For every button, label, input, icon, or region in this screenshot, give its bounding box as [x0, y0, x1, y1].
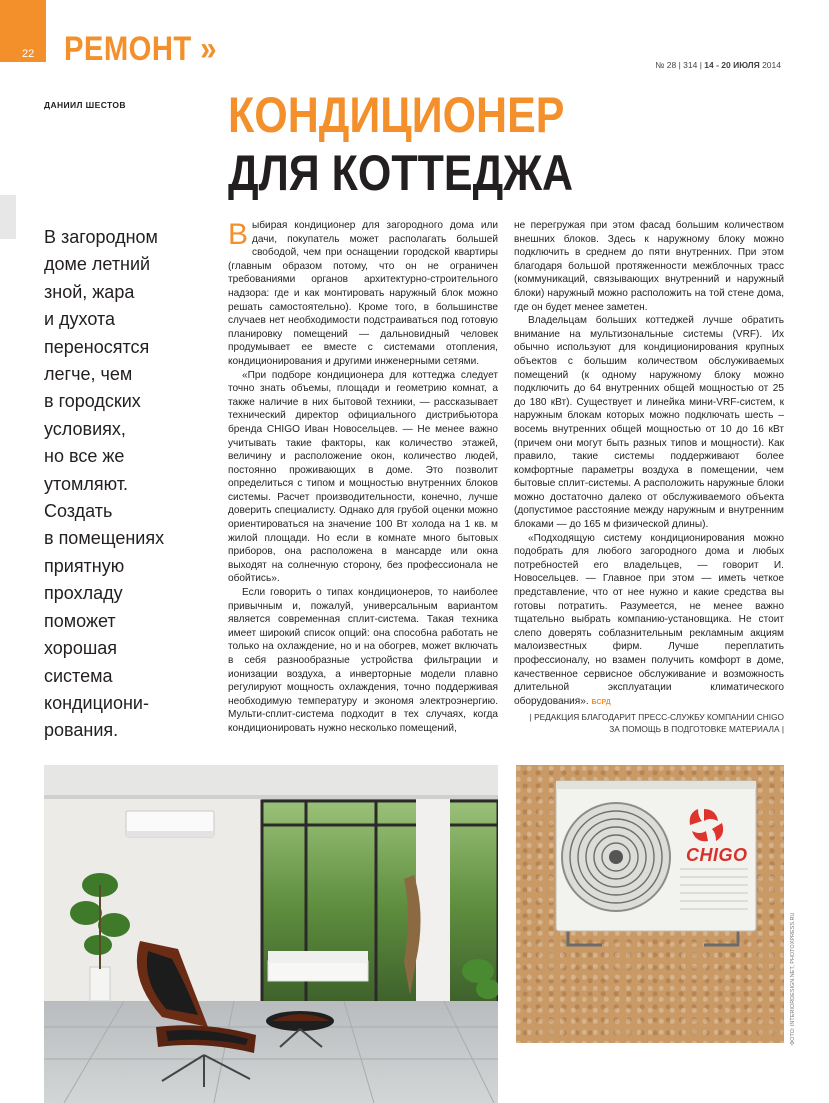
page-number: 22	[22, 48, 35, 60]
credit-note: | РЕДАКЦИЯ БЛАГОДАРИТ ПРЕСС-СЛУЖБУ КОМПАНИИ CHIGO ЗА ПОМОЩЬ В ПОДГОТОВКЕ МАТЕРИАЛА |	[529, 712, 784, 735]
photo-credit: ФОТО: INTERIORDESIGN.NET, PHOTOXPRESS.RU	[790, 912, 796, 1045]
body-column-1	[228, 219, 498, 736]
lead-line: легче, чем	[44, 364, 133, 385]
lead-line: условиях,	[44, 418, 126, 439]
issue-info: № 28 | 314 | 14 - 20 ИЮЛЯ 2014	[655, 60, 781, 70]
lead-line: В загородном	[44, 227, 158, 247]
lead-line: кондициони-	[44, 692, 149, 713]
lead-line: но все же	[44, 446, 125, 467]
lead-line: хорошая	[44, 638, 118, 659]
body-column-2	[514, 219, 784, 735]
lead-line: поможет	[44, 610, 116, 631]
end-mark: БСРД	[591, 698, 611, 706]
body-paragraph: Выбирая кондиционер для загородного дома или дачи, покупатель может располагать большей свободой, чем при оснащении городской квартиры (главным образом потому, что он не ограничен требованиями органов архитектурно-строительного надзора: где и как монтировать наружный блок можно решать самостоятельно). Кроме того, в большинстве случаев нет необходимости подстраиваться под готовую планировку помещений — дальновидный человек продумывает ее вместе с системами отопления, кондиционирования и другими инженерными сетями.	[228, 218, 498, 367]
lead-line: Создать	[44, 501, 113, 522]
outdoor-unit-photo	[516, 765, 784, 1043]
living-room-photo	[44, 765, 498, 1103]
lead-line: приятную	[44, 555, 125, 576]
lead-line: и духота	[44, 309, 116, 330]
lead-line: в городских	[44, 391, 141, 412]
lead-line: зной, жара	[44, 281, 135, 302]
lead-line: система	[44, 665, 113, 686]
section-title: РЕМОНТ »	[64, 30, 217, 68]
lead-line: в помещениях	[44, 528, 165, 549]
lead-line: доме летний	[44, 254, 151, 275]
side-marker	[0, 195, 16, 239]
lead-line: переносятся	[44, 336, 150, 357]
headline-line-1: КОНДИЦИОНЕР	[228, 87, 565, 143]
body-paragraph: «При подборе кондиционера для коттеджа следует точно знать объемы, площади и геометрию комнат, а также наличие в них бытовой техники, — рассказывает технический директор официального дистрибьютора бренда CHIGO Иван Новосельцев. — Не менее важно учитывать такие факторы, как количество этажей, величину и расположение окон, количество людей, постоянно проживающих в доме. Это позволит определиться с типом и мощностью внутренних блоков системы. Расчет производительности, конечно, лучше доверить специалисту. Однако для грубой оценки можно ориентироваться на значение 100 Вт холода на 1 кв. м жилой площади. Но если в комнате много бытовых приборов, она расположена в мансарде или окна выходят на солнечную сторону, без профессионала не обойтись».	[228, 369, 498, 585]
lead-line: утомляют.	[44, 473, 129, 494]
drop-cap: В	[228, 218, 249, 251]
headline-line-2: ДЛЯ КОТТЕДЖА	[228, 145, 574, 201]
body-paragraph: не перегружая при этом фасад большим количеством внешних блоков. Здесь к наружному блоку можно подключить в среднем до пяти внутренних. При этом благодаря большой протяженности межблочных трасс (коммуникаций, связывающих внутренний и наружный блоки) наружный можно расположить на той стене дома, где он будет менее заметен.	[514, 220, 784, 313]
body-paragraph: Если говорить о типах кондиционеров, то наиболее привычным и, пожалуй, универсальным вариантом является современная сплит-система. Такая техника имеет широкий список опций: она способна работать не только на охлаждение, но и на обогрев, может включать в себя разнообразные устройства фильтрации и ионизации воздуха, а инверторные модели плавно регулируют мощность охлаждения, точно поддерживая необходимую температуру и экономя электроэнергию. Мульти-сплит-система подходит в тех случаях, когда кондиционировать нужно несколько помещений,	[228, 587, 498, 734]
brand-label: CHIGO	[686, 845, 748, 865]
lead-line: прохладу	[44, 583, 123, 604]
lead-line: рования.	[44, 720, 119, 741]
body-paragraph: Владельцам больших коттеджей лучше обратить внимание на мультизональные системы (VRF). Их обычно используют для кондиционирования крупных объектов с большим количеством обслуживаемых помещений (к одному наружному блоку можно подключить до 64 внутренних общей мощностью от 25 до 180 кВт). Существует и линейка мини-VRF-систем, к наружным блокам которых можно подключать шесть – восемь внутренних общей мощностью от 10 до 16 кВт (причем они могут быть разных типов и мощности). Как правило, такие системы поддерживают более комфортные параметры воздуха в помещении, чем бытовые сплит-системы. А расположить наружные блоки можно достаточно далеко от обслуживаемого объекта (допустимое расстояние между наружным и внутренним блоками — до 165 м физической длины).	[514, 315, 784, 531]
author: ДАНИИЛ ШЕСТОВ	[44, 100, 126, 110]
body-paragraph: «Подходящую систему кондиционирования можно подобрать для любого загородного дома и любых потребностей его владельцев, — говорит И. Новосельцев. — Главное при этом — иметь четкое представление, что от нее нужно и какие средства вы готовы потратить. Разумеется, не менее важно тщательно выбрать компанию-установщика. Не стоит слепо доверять соблазнительным рекламным акциям малоизвестных фирм. Лучше переплатить профессионалу, но взамен получить комфорт в доме, качественное сервисное обслуживание и возможность длительной эксплуатации климатического оборудования». БСРД	[514, 532, 784, 707]
lead-paragraph	[44, 224, 204, 745]
